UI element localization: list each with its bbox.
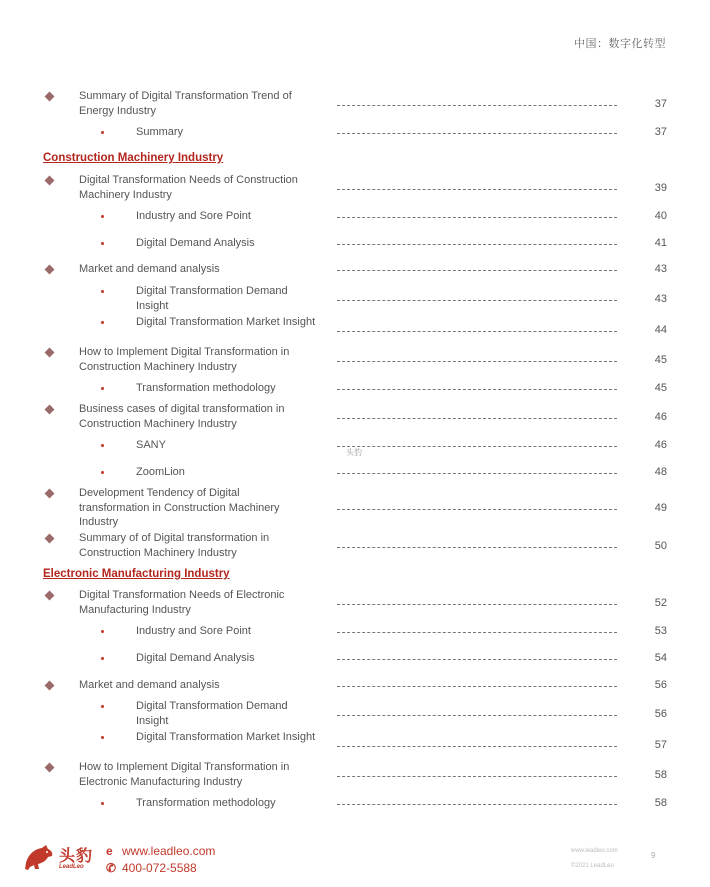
toc-entry-label: Market and demand analysis <box>79 679 220 691</box>
brand-name-cn: 头豹 <box>59 848 94 865</box>
diamond-bullet-icon <box>45 681 55 691</box>
diamond-bullet-icon <box>45 265 55 275</box>
leopard-logo-icon <box>24 843 54 871</box>
toc-entry-label: Digital Demand Analysis <box>136 237 255 249</box>
diamond-bullet-icon <box>45 763 55 773</box>
leader-dots <box>337 217 617 218</box>
phone-text: 400-072-5588 <box>122 861 197 875</box>
toc-entry-label: How to Implement Digital Transformation in Electronic Manufacturing Industry <box>79 761 290 788</box>
phone-contact <box>106 861 197 875</box>
toc-entry-label: Industry and Sore Point <box>136 210 251 222</box>
dot-bullet-icon <box>101 290 104 293</box>
leader-dots <box>337 547 617 548</box>
toc-page-number: 43 <box>654 293 667 305</box>
page-number: 9 <box>651 851 656 860</box>
toc-page-number: 41 <box>654 237 667 249</box>
leader-dots <box>337 389 617 390</box>
toc-page-number: 48 <box>654 466 667 478</box>
toc-entry-label: Industry and Sore Point <box>136 625 251 637</box>
toc-page-number: 54 <box>654 652 667 664</box>
dot-bullet-icon <box>101 242 104 245</box>
toc-page-number: 57 <box>654 739 667 751</box>
toc-entry-label: Digital Transformation Needs of Electronic Manufacturing Industry <box>79 589 285 616</box>
page-header: 中国：数字化转型 <box>574 38 666 50</box>
dot-bullet-icon <box>101 802 104 805</box>
diamond-bullet-icon <box>45 348 55 358</box>
toc-entry-label: Summary <box>136 126 184 138</box>
footer-copyright: ©2021 LeadLeo <box>571 863 614 869</box>
leader-dots <box>337 300 617 301</box>
toc-page-number: 45 <box>654 382 667 394</box>
toc-entry-label: SANY <box>136 439 166 451</box>
leader-dots <box>337 133 617 134</box>
leader-dots <box>337 804 617 805</box>
toc-entry-label: Transformation methodology <box>136 797 276 809</box>
dot-bullet-icon <box>101 705 104 708</box>
diamond-bullet-icon <box>45 591 55 601</box>
dot-bullet-icon <box>101 630 104 633</box>
toc-entry-label: Market and demand analysis <box>79 263 220 275</box>
leader-dots <box>337 604 617 605</box>
leader-dots <box>337 715 617 716</box>
leader-dots <box>337 244 617 245</box>
dot-bullet-icon <box>101 321 104 324</box>
toc-entry-label: Summary of Digital Transformation Trend of Energy Industry <box>79 90 292 117</box>
dot-bullet-icon <box>101 215 104 218</box>
leader-dots <box>337 659 617 660</box>
toc-page-number: 40 <box>654 210 667 222</box>
dot-bullet-icon <box>101 444 104 447</box>
toc-page-number: 46 <box>654 439 667 451</box>
section-title[interactable]: Electronic Manufacturing Industry <box>43 568 230 580</box>
toc-page-number: 37 <box>654 126 667 138</box>
toc-entry-label: Transformation methodology <box>136 382 276 394</box>
toc-entry-label: Digital Transformation Market Insight <box>136 316 316 328</box>
leader-dots <box>337 473 617 474</box>
section-title[interactable]: Construction Machinery Industry <box>43 152 224 164</box>
leader-dots <box>337 270 617 271</box>
diamond-bullet-icon <box>45 176 55 186</box>
toc-page-number: 56 <box>654 679 667 691</box>
diamond-bullet-icon <box>45 489 55 499</box>
toc-page-number: 56 <box>654 708 667 720</box>
dot-bullet-icon <box>101 387 104 390</box>
footer-small-site: www.leadleo.com <box>571 848 618 854</box>
diamond-bullet-icon <box>45 534 55 544</box>
leader-dots <box>337 632 617 633</box>
toc-page-number: 50 <box>654 540 667 552</box>
internet-explorer-icon: e <box>106 844 113 858</box>
toc-page-number: 53 <box>654 625 667 637</box>
toc-entry-label: Digital Transformation Market Insight <box>136 731 316 743</box>
dot-bullet-icon <box>101 471 104 474</box>
leader-dots <box>337 105 617 106</box>
leader-dots <box>337 509 617 510</box>
toc-entry-label: Summary of of Digital transformation in Construction Machinery Industry <box>79 532 270 559</box>
toc-entry-label: Digital Transformation Demand Insight <box>136 700 288 727</box>
toc-entry-label: Business cases of digital transformation in Construction Machinery Industry <box>79 403 285 430</box>
toc-entry-label: ZoomLion <box>136 466 185 478</box>
watermark: 头豹 <box>346 448 362 457</box>
brand-name-en: LeadLeo <box>59 864 84 870</box>
toc-entry-label: How to Implement Digital Transformation in Construction Machinery Industry <box>79 346 290 373</box>
toc-page-number: 37 <box>654 98 667 110</box>
toc-entry-label: Development Tendency of Digital transformation in Construction Machinery Industry <box>79 487 280 528</box>
toc-page-number: 43 <box>654 263 667 275</box>
toc-page-number: 58 <box>654 797 667 809</box>
toc-entry-label: Digital Demand Analysis <box>136 652 255 664</box>
toc-entry-label: Digital Transformation Needs of Construction Machinery Industry <box>79 174 298 201</box>
toc-page-number: 58 <box>654 769 667 781</box>
leader-dots <box>337 776 617 777</box>
dot-bullet-icon <box>101 657 104 660</box>
toc-page-number: 45 <box>654 354 667 366</box>
leader-dots <box>337 189 617 190</box>
toc-page-number: 44 <box>654 324 667 336</box>
website-link[interactable] <box>106 844 215 858</box>
leader-dots <box>337 418 617 419</box>
diamond-bullet-icon <box>45 405 55 415</box>
toc-page-number: 46 <box>654 411 667 423</box>
leader-dots <box>337 361 617 362</box>
phone-icon: ✆ <box>106 861 117 875</box>
leader-dots <box>337 446 617 447</box>
leader-dots <box>337 331 617 332</box>
toc-page-number: 52 <box>654 597 667 609</box>
dot-bullet-icon <box>101 131 104 134</box>
leader-dots <box>337 746 617 747</box>
leader-dots <box>337 686 617 687</box>
dot-bullet-icon <box>101 736 104 739</box>
toc-page-number: 49 <box>654 502 667 514</box>
toc-entry-label: Digital Transformation Demand Insight <box>136 285 288 312</box>
diamond-bullet-icon <box>45 92 55 102</box>
toc-page-number: 39 <box>654 182 667 194</box>
website-text: www.leadleo.com <box>122 844 216 858</box>
